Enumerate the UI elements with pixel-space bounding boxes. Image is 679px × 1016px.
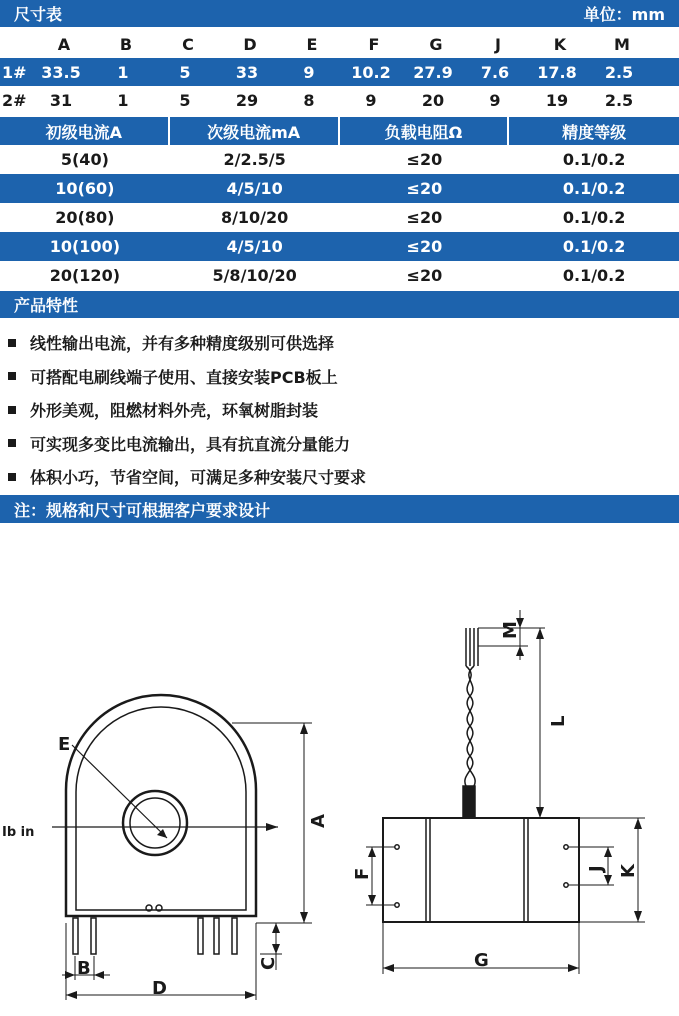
arrowhead-icon <box>266 823 278 831</box>
col-A: A <box>57 34 71 54</box>
col-K: K <box>553 34 567 54</box>
dim-value: 10.2 <box>351 62 391 82</box>
dimension-table-title: 尺寸表 <box>14 5 63 24</box>
arrowhead-icon <box>368 895 376 905</box>
arrowhead-icon <box>536 807 544 818</box>
arrowhead-icon <box>94 971 104 979</box>
spec-cell: ≤20 <box>406 266 443 285</box>
model-label-1: 1# <box>2 62 27 82</box>
spec-cell: 0.1/0.2 <box>562 179 626 198</box>
arrowhead-icon <box>634 911 642 922</box>
arrowhead-icon <box>383 964 394 972</box>
dimension-row-1 <box>0 58 679 86</box>
features-list <box>0 326 679 494</box>
arrowhead-icon <box>516 646 524 656</box>
spec-cell: 0.1/0.2 <box>562 237 626 256</box>
list-item <box>0 460 679 494</box>
spec-cell: 10(100) <box>49 237 121 256</box>
arrowhead-icon <box>272 944 280 954</box>
spec-cell: 8/10/20 <box>220 208 289 227</box>
spec-cell: 0.1/0.2 <box>562 266 626 285</box>
side-body <box>383 818 579 922</box>
spec-cell: ≤20 <box>406 179 443 198</box>
arrowhead-icon <box>66 991 77 999</box>
arrowhead-icon <box>65 971 75 979</box>
header-load-resistance: 负载电阻Ω <box>340 117 510 145</box>
list-item <box>0 393 679 427</box>
note-bar <box>0 495 679 523</box>
spec-cell: 0.1/0.2 <box>562 208 626 227</box>
dim-value: 2.5 <box>604 62 634 82</box>
dim-value: 8 <box>303 90 315 110</box>
label-C: C <box>258 956 279 970</box>
feature-text: 外形美观，阻燃材料外壳，环氧树脂封装 <box>30 401 319 421</box>
model-label-2: 2# <box>2 90 27 110</box>
spec-row <box>0 145 679 174</box>
header-secondary-current: 次级电流mA <box>170 117 340 145</box>
arrowhead-icon <box>536 628 544 639</box>
pin-hole <box>564 883 568 887</box>
dimension-table-header <box>0 0 679 27</box>
dim-value: 31 <box>49 90 73 110</box>
dim-value: 7.6 <box>480 62 510 82</box>
features-header <box>0 291 679 318</box>
col-E: E <box>306 34 318 54</box>
dim-value: 19 <box>545 90 569 110</box>
spec-cell: 20(120) <box>49 266 121 285</box>
center-hole-inner <box>130 798 180 848</box>
spec-cell: 4/5/10 <box>226 237 283 256</box>
spec-cell: 10(60) <box>55 179 115 198</box>
feature-text: 可搭配电刷线端子使用、直接安装PCB板上 <box>30 367 338 387</box>
pin <box>73 918 78 954</box>
wire-sleeve <box>463 786 475 818</box>
features-title: 产品特性 <box>14 296 79 315</box>
bullet-square-icon <box>8 406 16 414</box>
dimension-columns-row <box>0 30 679 58</box>
pin <box>214 918 219 954</box>
arrowhead-icon <box>272 923 280 933</box>
spec-cell: ≤20 <box>406 237 443 256</box>
pin <box>91 918 96 954</box>
spec-row <box>0 232 679 261</box>
drawing-svg <box>0 560 679 1016</box>
arrowhead-icon <box>300 912 308 923</box>
dim-value: 29 <box>235 90 259 110</box>
dim-value: 1 <box>117 90 129 110</box>
arrowhead-icon <box>245 991 256 999</box>
spec-row <box>0 174 679 203</box>
dim-value: 9 <box>489 90 501 110</box>
arrowhead-icon <box>568 964 579 972</box>
note-text: 注：规格和尺寸可根据客户要求设计 <box>14 500 271 520</box>
label-D: D <box>152 978 167 999</box>
bullet-square-icon <box>8 372 16 380</box>
col-J: J <box>495 34 501 54</box>
unit-label: 单位：mm <box>583 5 665 24</box>
dimension-drawing <box>0 560 679 1016</box>
spec-cell: 20(80) <box>55 208 115 227</box>
label-K: K <box>618 864 639 878</box>
dim-value: 9 <box>365 90 377 110</box>
header-accuracy-class: 精度等级 <box>562 122 627 142</box>
bullet-square-icon <box>8 473 16 481</box>
dim-value: 20 <box>421 90 445 110</box>
dim-value: 33 <box>235 62 259 82</box>
center-hole-outer <box>123 791 187 855</box>
spec-table-header <box>0 117 679 145</box>
list-item <box>0 360 679 394</box>
dimension-row-2 <box>0 86 679 114</box>
feature-text: 体积小巧，节省空间，可满足多种安装尺寸要求 <box>30 468 367 488</box>
arrowhead-icon <box>634 818 642 829</box>
spec-cell: 5(40) <box>60 150 109 169</box>
col-D: D <box>243 34 257 54</box>
spec-cell: 0.1/0.2 <box>562 150 626 169</box>
transformer-body-outline <box>66 695 256 916</box>
label-F: F <box>352 867 373 880</box>
label-G: G <box>474 950 489 971</box>
header-primary-current: 初级电流A <box>0 117 170 145</box>
feature-text: 线性输出电流，并有多种精度级别可供选择 <box>30 334 335 354</box>
pin-hole <box>395 845 399 849</box>
arrowhead-icon <box>604 875 612 885</box>
col-C: C <box>182 34 194 54</box>
label-M: M <box>500 621 521 639</box>
spec-row <box>0 203 679 232</box>
bullet-square-icon <box>8 339 16 347</box>
feature-text: 可实现多变比电流输出，具有抗直流分量能力 <box>30 434 351 454</box>
dim-value: 17.8 <box>537 62 577 82</box>
dim-value: 5 <box>179 90 191 110</box>
label-E: E <box>58 734 71 755</box>
spec-cell: ≤20 <box>406 150 443 169</box>
list-item <box>0 326 679 360</box>
arrowhead-icon <box>604 847 612 857</box>
arrowhead-icon <box>300 723 308 734</box>
spec-cell: 5/8/10/20 <box>212 266 297 285</box>
label-Ib-in: Ib in <box>2 825 35 840</box>
arrowhead-icon <box>368 847 376 857</box>
dim-value: 1 <box>117 62 129 82</box>
dim-value: 5 <box>179 62 191 82</box>
col-G: G <box>429 34 443 54</box>
dim-value: 33.5 <box>41 62 81 82</box>
col-M: M <box>614 34 630 54</box>
pin <box>198 918 203 954</box>
spec-cell: 4/5/10 <box>226 179 283 198</box>
label-L: L <box>548 715 569 727</box>
dim-value: 27.9 <box>413 62 453 82</box>
list-item <box>0 427 679 461</box>
spec-cell: ≤20 <box>406 208 443 227</box>
label-B: B <box>77 958 91 979</box>
spec-cell: 2/2.5/5 <box>223 150 286 169</box>
col-B: B <box>119 34 133 54</box>
label-J: J <box>586 865 607 872</box>
bullet-square-icon <box>8 439 16 447</box>
transformer-body-inner <box>76 707 246 910</box>
spec-row <box>0 261 679 290</box>
dim-value: 2.5 <box>604 90 634 110</box>
col-F: F <box>368 34 380 54</box>
pin-hole <box>395 903 399 907</box>
label-A: A <box>308 814 329 828</box>
pin <box>232 918 237 954</box>
pin-hole <box>564 845 568 849</box>
dim-value: 9 <box>303 62 315 82</box>
